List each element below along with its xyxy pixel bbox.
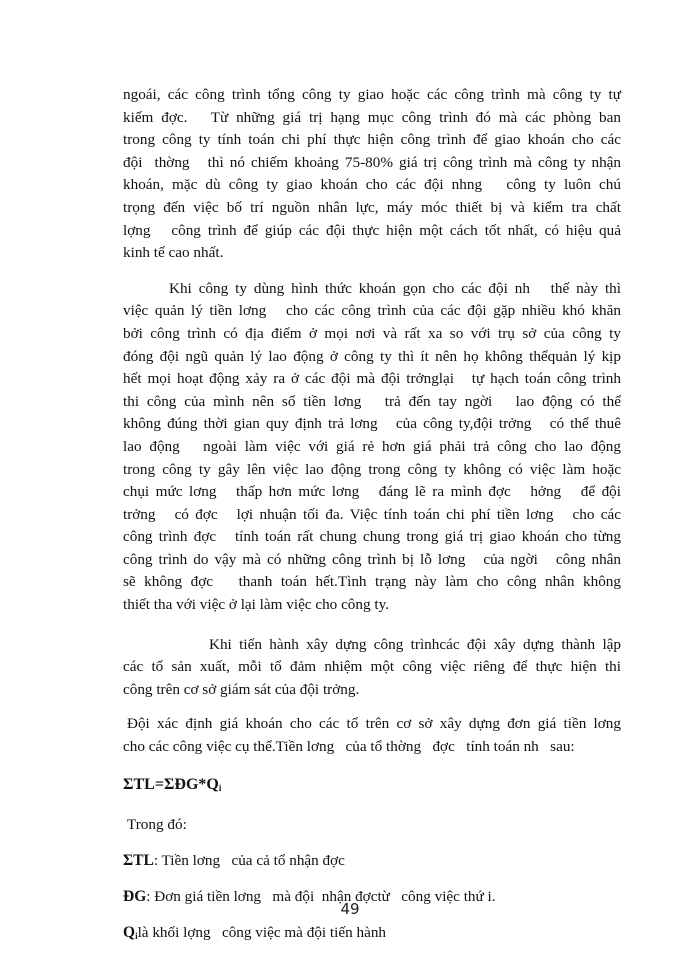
- text-line: trong công ty tính toán chi phí thực hiện công trình để giao khoán cho các: [123, 131, 621, 149]
- definition-qi: [123, 922, 621, 947]
- text-line: bởi công trình có địa điểm ở mọi nơi và rất xa so với trụ sở của công ty: [123, 324, 621, 342]
- text-line: việc quản lý tiền lơng cho các công trình của các đội gặp nhiều khó khăn: [123, 302, 621, 320]
- page-number: 49: [340, 900, 360, 918]
- paragraph-2: [123, 278, 621, 617]
- definition-term: ΣTL: [123, 851, 154, 869]
- formula-equals: =: [154, 775, 164, 793]
- text-line: công trên cơ sở giám sát của đội trởng.: [123, 680, 360, 698]
- definition-term: Q: [123, 923, 136, 941]
- paragraph-spacer: [123, 617, 621, 634]
- formula-lhs: ΣTL: [123, 775, 155, 793]
- paragraph-spacer: [123, 872, 621, 886]
- definition-term-subscript: i: [135, 930, 138, 941]
- text-line: Khi tiến hành xây dựng công trìnhcác đội xây dựng thành lập: [209, 635, 621, 653]
- text-line: công trình do vậy mà có những công trình bị lỗ lơng của ngời công nhân: [123, 550, 621, 568]
- text-line: sẽ không đợc thanh toán hết.Tình trạng này làm cho công nhân không: [123, 573, 621, 591]
- paragraph-spacer: [123, 800, 621, 814]
- text-line: chụi mức lơng thấp hơn mức lơng đáng lẽ ra mình đợc hởng để đội: [123, 483, 621, 501]
- text-line: trong công ty gây lên việc lao động trong công ty không có việc làm hoặc: [123, 460, 621, 478]
- paragraph-spacer: [123, 759, 621, 773]
- text-line: cho các công việc cụ thể.Tiền lơng của tổ thờng đợc tính toán nh sau:: [123, 738, 575, 756]
- paragraph-spacer: [123, 265, 621, 278]
- formula: [123, 773, 621, 800]
- text-line: trởng có đợc lợi nhuận tối đa. Việc tính toán chi phí tiền lơng cho các: [123, 505, 621, 523]
- document-page: [123, 84, 621, 947]
- text-line: kiếm đợc. Từ những giá trị hạng mục công trình đó mà các phòng ban: [123, 108, 621, 126]
- definition-text: : Đơn giá tiền lơng mà đội nhận đợctừ công việc thứ i.: [146, 887, 496, 905]
- text-line: đội thờng thì nó chiếm khoảng 75-80% giá trị công trình mà công ty nhận: [123, 153, 621, 171]
- formula-subscript: i: [218, 782, 222, 793]
- paragraph-4: [123, 713, 621, 758]
- paragraph-1: [123, 84, 621, 265]
- definition-text: : Tiền lơng của cả tổ nhận đợc: [153, 851, 345, 869]
- text-line: lợng công trình để giúp các đội thực hiện một cách tốt nhất, có hiệu quả: [123, 221, 621, 239]
- formula-rhs: ΣĐG*Q: [163, 775, 219, 793]
- text-line: thi công của mình nên số tiền lơng trả đến tay ngời lao động có thể: [123, 392, 621, 410]
- text-line: kinh tế cao nhất.: [123, 244, 224, 262]
- definition-sum-tl: [123, 850, 621, 872]
- text-line: khoán, mặc dù công ty giao khoán cho các đội nhng công ty luôn chú: [123, 176, 621, 194]
- paragraph-spacer: [123, 701, 621, 713]
- text-line: hết mọi hoạt động xảy ra ở các đội mà đội trởnglại tự hạch toán công trình: [123, 370, 621, 388]
- text-line: công trình đợc tính toán rất chung chung trong giá trị giao khoán cho từng: [123, 528, 621, 546]
- text-line: Đội xác định giá khoán cho các tổ trên cơ sở xây dựng đơn giá tiền lơng: [127, 715, 621, 733]
- text-line: lao động ngoài làm việc với giá rẻ hơn giá phải trả công cho lao động: [123, 437, 621, 455]
- text-line: thiết tha với việc ở lại làm việc cho công ty.: [123, 596, 390, 614]
- definition-text: là khối lợng công việc mà đội tiến hành: [137, 923, 387, 941]
- definition-term: ĐG: [123, 887, 147, 905]
- where-label: Trong đó:: [127, 815, 187, 833]
- text-line: các tổ sản xuất, mỗi tổ đảm nhiệm một công việc riêng để thực hiện thi: [123, 658, 621, 676]
- text-line: đóng đội ngũ quản lý lao động ở công ty thì ít nên họ không thểquản lý kịp: [123, 347, 621, 365]
- paragraph-3: [123, 634, 621, 702]
- text-line: Khi công ty dùng hình thức khoán gọn cho các đội nh thế này thì: [169, 279, 621, 297]
- text-line: trọng đến việc bố trí nguồn nhân lực, máy móc thiết bị và kiểm tra chất: [123, 198, 621, 216]
- text-line: không đúng thời gian quy định trả lơng của công ty,đội trởng có thể thuê: [123, 415, 621, 433]
- paragraph-spacer: [123, 836, 621, 850]
- text-line: ngoái, các công trình tổng công ty giao hoặc các công trình mà công ty tự: [123, 86, 621, 103]
